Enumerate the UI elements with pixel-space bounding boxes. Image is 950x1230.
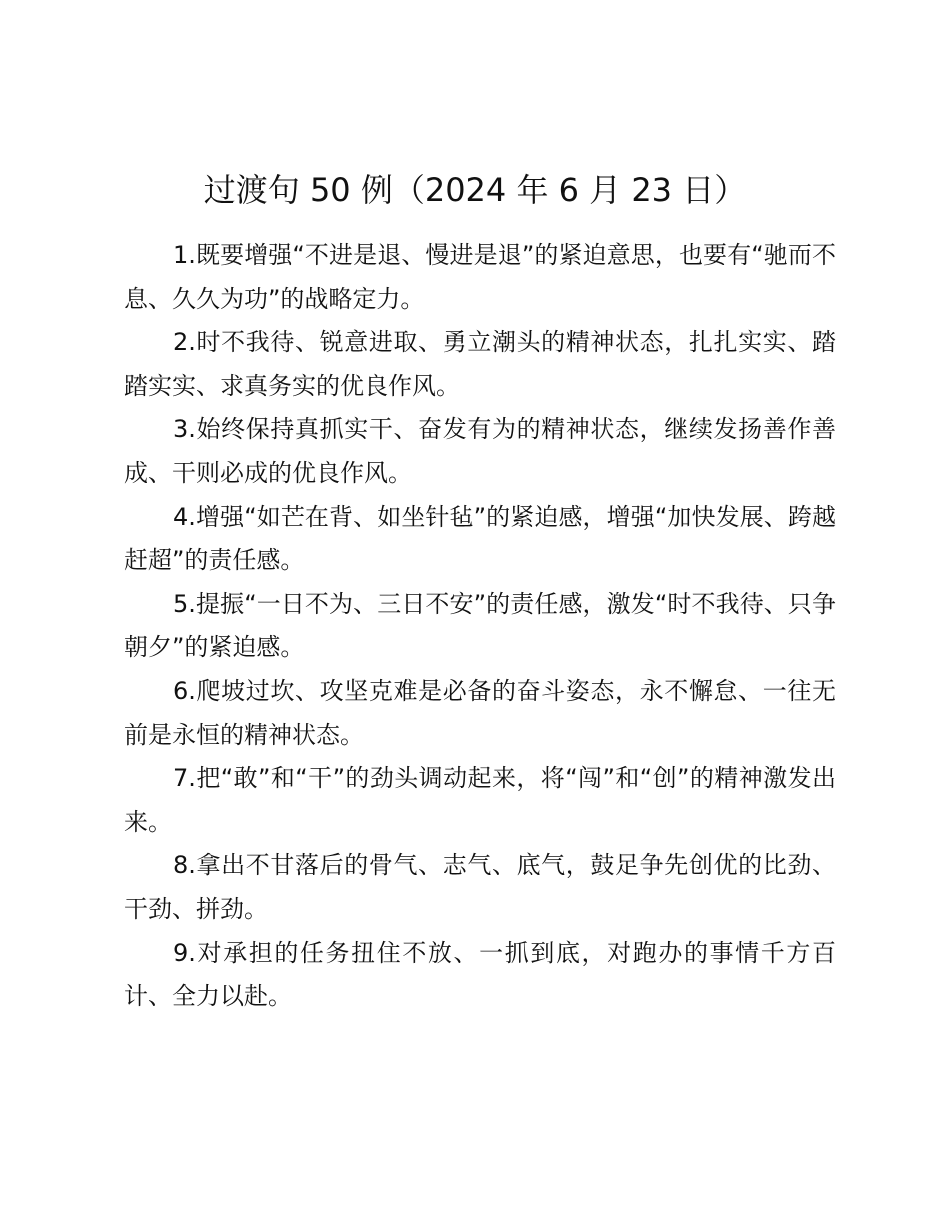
paragraph-9: 9.对承担的任务扭住不放、一抓到底，对跑办的事情千方百计、全力以赴。 — [124, 938, 836, 1011]
paragraph-2: 2.时不我待、锐意进取、勇立潮头的精神状态，扎扎实实、踏踏实实、求真务实的优良作风。 — [124, 328, 836, 400]
document-body — [124, 234, 836, 1019]
paragraph-7: 7.把“敢”和“干”的劲头调动起来，将“闯”和“创”的精神激发出来。 — [124, 764, 836, 836]
paragraph-8: 8.拿出不甘落后的骨气、志气、底气，鼓足争先创优的比劲、干劲、拼劲。 — [124, 851, 836, 923]
paragraph-6: 6.爬坡过坎、攻坚克难是必备的奋斗姿态，永不懈怠、一往无前是永恒的精神状态。 — [124, 676, 836, 749]
paragraph-3: 3.始终保持真抓实干、奋发有为的精神状态，继续发扬善作善成、干则必成的优良作风。 — [124, 415, 836, 487]
paragraph-5: 5.提振“一日不为、三日不安”的责任感，激发“时不我待、只争朝夕”的紧迫感。 — [124, 589, 836, 662]
paragraph-4: 4.增强“如芒在背、如坐针毡”的紧迫感，增强“加快发展、跨越赶超”的责任感。 — [124, 502, 836, 575]
document-title: 过渡句 50 例（2024 年 6 月 23 日） — [203, 171, 747, 209]
paragraph-1: 1.既要增强“不进是退、慢进是退”的紧迫意思，也要有“驰而不息、久久为功”的战略定力。 — [124, 241, 836, 313]
